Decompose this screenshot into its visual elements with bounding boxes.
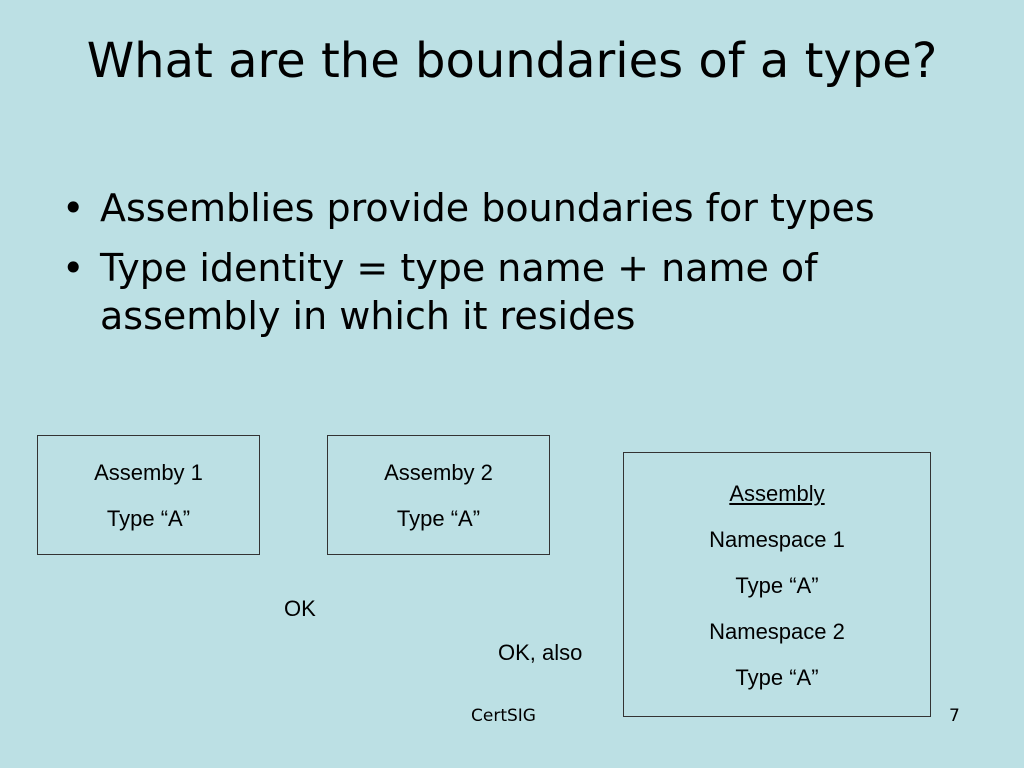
assembly-1-box	[37, 435, 260, 555]
bullet-text: Type identity = type name + name of assembly in which it resides	[100, 246, 818, 338]
box-type: Type “A”	[106, 506, 191, 531]
box-heading: Assemby 1	[94, 460, 203, 485]
bullet-list	[62, 184, 922, 352]
box-heading: Assemby 2	[384, 460, 493, 485]
ok-also-label: OK, also	[498, 640, 583, 665]
namespace-2-label: Namespace 2	[709, 619, 845, 644]
bullet-dot: •	[62, 246, 85, 290]
box-type: Type “A”	[735, 665, 819, 690]
bullet-item	[62, 244, 922, 340]
slide-title: What are the boundaries of a type?	[86, 33, 938, 89]
bullet-item	[62, 184, 922, 232]
ok-label: OK	[284, 596, 316, 621]
box-type: Type “A”	[735, 573, 819, 598]
box-type: Type “A”	[396, 506, 481, 531]
namespace-1-label: Namespace 1	[709, 527, 845, 552]
box-heading: Assembly	[729, 481, 825, 506]
assembly-namespaces-box	[623, 452, 931, 717]
bullet-dot: •	[62, 186, 85, 230]
page-number: 7	[949, 706, 960, 726]
footer-text: CertSIG	[471, 706, 536, 726]
bullet-text: Assemblies provide boundaries for types	[100, 186, 875, 230]
assembly-2-box	[327, 435, 550, 555]
